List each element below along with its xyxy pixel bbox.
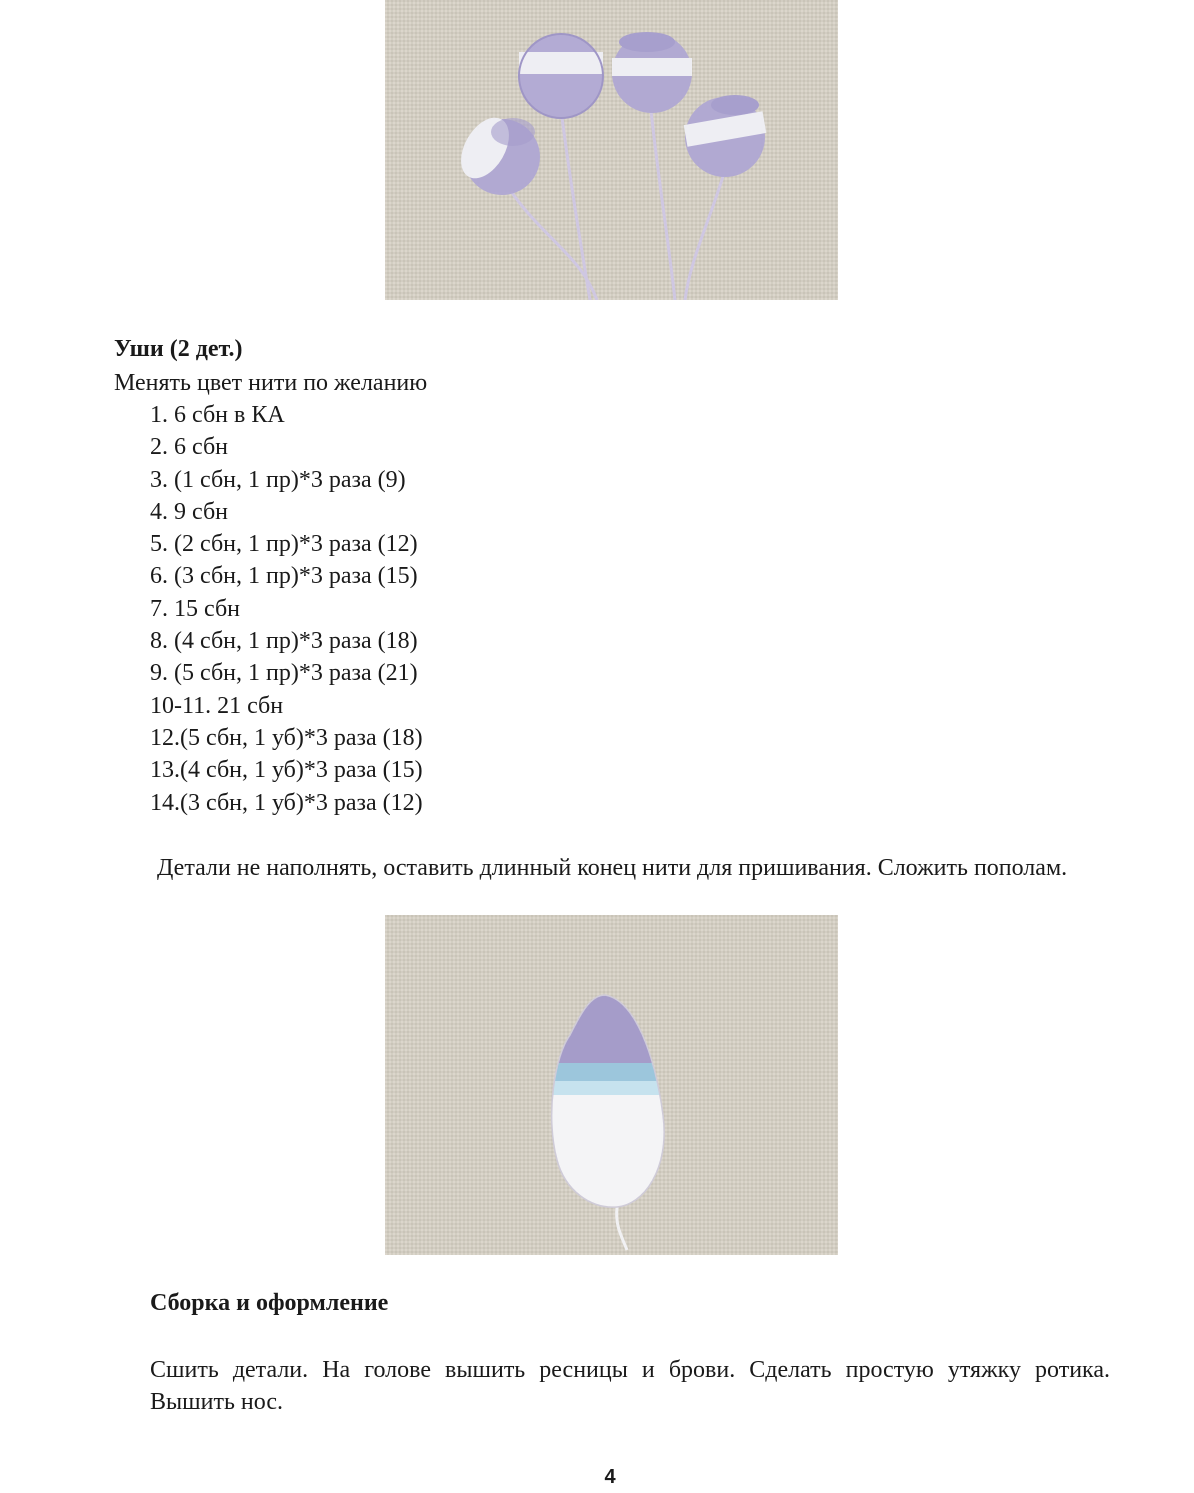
ear-piece bbox=[535, 995, 685, 1215]
yarn-strand bbox=[510, 190, 597, 300]
section-subtitle: Менять цвет нити по желанию bbox=[114, 370, 428, 396]
yarn-strand bbox=[561, 110, 590, 300]
crochet-ball bbox=[519, 34, 603, 118]
round-item: 8. (4 сбн, 1 пр)*3 раза (18) bbox=[150, 628, 418, 655]
yarn-strand bbox=[651, 110, 675, 300]
ears-note: Детали не наполнять, оставить длинный конец нити для пришивания. Сложить пополам. bbox=[157, 855, 1068, 881]
round-item: 2. 6 сбн bbox=[150, 434, 228, 461]
assembly-title: Сборка и оформление bbox=[150, 1290, 389, 1316]
section-title: Уши (2 дет.) bbox=[114, 336, 243, 362]
crochet-ball bbox=[451, 109, 540, 195]
round-item: 1. 6 сбн в КА bbox=[150, 402, 285, 428]
ear-piece-illustration bbox=[385, 915, 838, 1255]
yarn-strand bbox=[685, 170, 725, 300]
crochet-ball bbox=[684, 95, 767, 177]
round-item: 4. 9 сбн bbox=[150, 498, 228, 525]
round-item: 6. (3 сбн, 1 пр)*3 раза (15) bbox=[150, 563, 418, 590]
crochet-ball bbox=[612, 32, 692, 113]
photo-ear-piece bbox=[385, 915, 838, 1255]
yarn-tail bbox=[617, 1207, 627, 1250]
round-item: 13.(4 сбн, 1 уб)*3 раза (15) bbox=[150, 757, 423, 784]
round-list bbox=[150, 399, 423, 819]
round-item: 12.(5 сбн, 1 уб)*3 раза (18) bbox=[150, 724, 423, 751]
round-item: 3. (1 сбн, 1 пр)*3 раза (9) bbox=[150, 466, 406, 493]
round-item: 9. (5 сбн, 1 пр)*3 раза (21) bbox=[150, 660, 418, 687]
photo-crocheted-balls bbox=[385, 0, 838, 300]
round-item: 14.(3 сбн, 1 уб)*3 раза (12) bbox=[150, 789, 423, 816]
assembly-text: Сшить детали. На голове вышить ресницы и брови. Сделать простую утяжку ротика. Вышить нос. bbox=[150, 1357, 1110, 1415]
round-item: 5. (2 сбн, 1 пр)*3 раза (12) bbox=[150, 531, 418, 558]
crocheted-balls-illustration bbox=[385, 0, 838, 300]
round-item: 10-11. 21 сбн bbox=[150, 692, 284, 719]
page-number: 4 bbox=[604, 1466, 616, 1488]
round-item: 7. 15 сбн bbox=[150, 595, 240, 622]
